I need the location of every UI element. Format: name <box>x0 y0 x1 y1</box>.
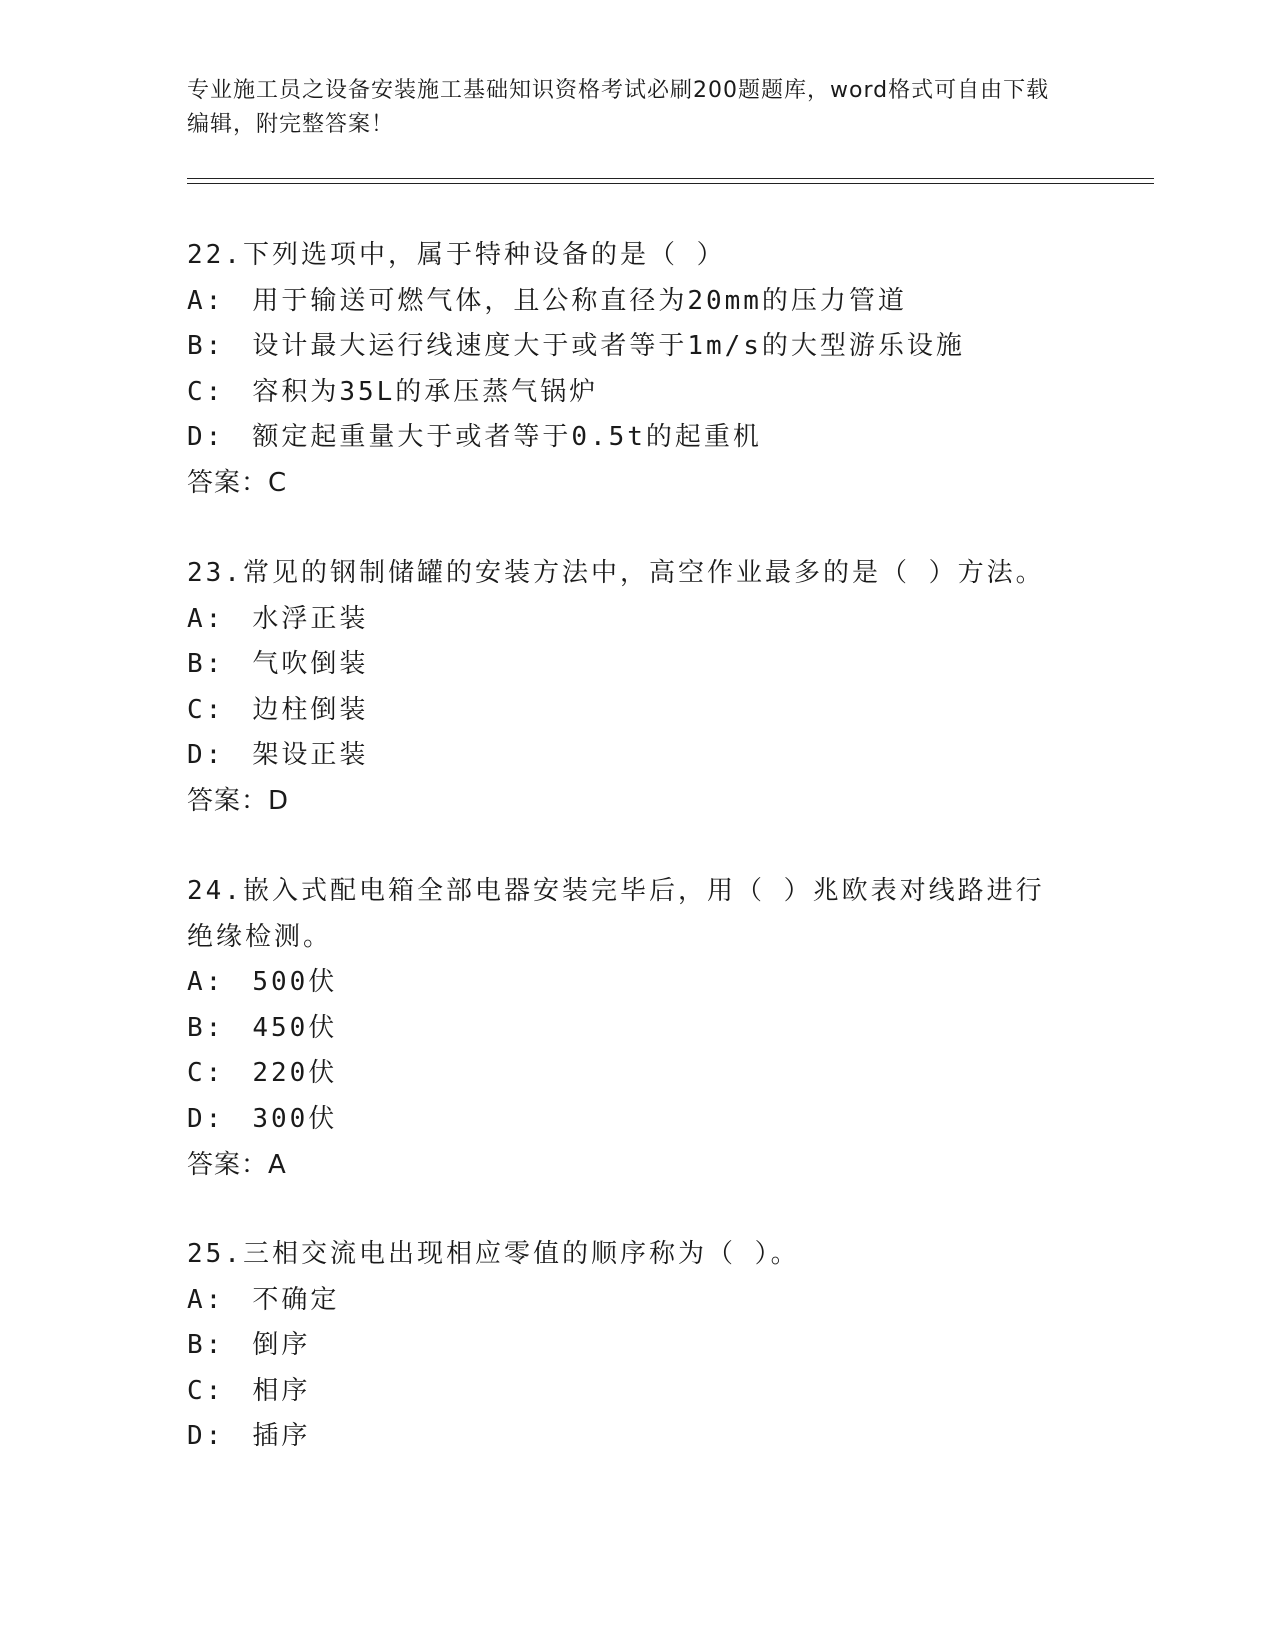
question-number: 22. <box>187 240 243 270</box>
answer-value: D <box>268 785 290 816</box>
answer-label: 答案： <box>187 785 269 816</box>
answer-value: A <box>268 1149 287 1180</box>
question-stem <box>187 1232 1087 1278</box>
option-a <box>187 597 1087 643</box>
question-number: 23. <box>187 558 243 588</box>
option-text: 不确定 <box>252 1284 340 1315</box>
option-text: 用于输送可燃气体，且公称直径为20mm的压力管道 <box>252 285 907 316</box>
option-text: 450伏 <box>252 1012 338 1043</box>
option-text: 边柱倒装 <box>252 694 369 725</box>
option-key: C: <box>187 694 225 725</box>
option-text: 水浮正装 <box>252 603 369 634</box>
option-c <box>187 370 1087 416</box>
option-b <box>187 1323 1087 1369</box>
option-b <box>187 1006 1087 1052</box>
question-text: 下列选项中，属于特种设备的是（ ） <box>242 240 726 270</box>
question-stem <box>187 233 1087 279</box>
option-key: B: <box>187 331 225 362</box>
option-d <box>187 415 1087 461</box>
option-c <box>187 688 1087 734</box>
header-rule-top <box>187 178 1154 179</box>
question-text: 三相交流电出现相应零值的顺序称为（ ）。 <box>242 1239 800 1269</box>
option-text: 相序 <box>252 1375 311 1406</box>
option-c <box>187 1051 1087 1097</box>
header-rule-bottom <box>187 183 1154 184</box>
option-key: D: <box>187 422 225 453</box>
answer <box>187 1143 1087 1189</box>
option-key: D: <box>187 1103 225 1134</box>
option-d <box>187 1097 1087 1143</box>
answer <box>187 779 1087 825</box>
answer <box>187 461 1087 507</box>
option-text: 额定起重量大于或者等于0.5t的起重机 <box>252 422 762 453</box>
option-a <box>187 960 1087 1006</box>
option-key: C: <box>187 376 225 407</box>
option-d <box>187 1414 1087 1460</box>
answer-label: 答案： <box>187 467 269 498</box>
option-key: C: <box>187 1058 225 1089</box>
option-key: B: <box>187 1012 225 1043</box>
option-text: 架设正装 <box>252 740 369 771</box>
option-text: 倒序 <box>252 1330 311 1361</box>
option-text: 插序 <box>252 1421 311 1452</box>
option-key: B: <box>187 1330 225 1361</box>
option-key: A: <box>187 1284 225 1315</box>
option-text: 500伏 <box>252 967 338 998</box>
option-key: D: <box>187 740 225 771</box>
option-d <box>187 733 1087 779</box>
option-key: A: <box>187 967 225 998</box>
option-text: 设计最大运行线速度大于或者等于1m/s的大型游乐设施 <box>252 331 965 362</box>
question-stem <box>187 869 1087 960</box>
option-key: C: <box>187 1375 225 1406</box>
question-24 <box>187 869 1087 1188</box>
question-number: 25. <box>187 1239 243 1269</box>
option-text: 300伏 <box>252 1103 338 1134</box>
option-a <box>187 1278 1087 1324</box>
question-text: 常见的钢制储罐的安装方法中，高空作业最多的是（ ）方法。 <box>242 558 1045 588</box>
option-text: 容积为35L的承压蒸气锅炉 <box>252 376 599 407</box>
option-b <box>187 324 1087 370</box>
option-b <box>187 642 1087 688</box>
question-stem <box>187 551 1087 597</box>
option-key: B: <box>187 649 225 680</box>
option-text: 气吹倒装 <box>252 649 369 680</box>
answer-label: 答案： <box>187 1149 269 1180</box>
question-22 <box>187 233 1087 507</box>
header-title: 专业施工员之设备安装施工基础知识资格考试必刷200题题库，word格式可自由下载编辑，附完整答案！ <box>187 78 1050 137</box>
option-a <box>187 279 1087 325</box>
question-25 <box>187 1232 1087 1460</box>
option-text: 220伏 <box>252 1058 338 1089</box>
answer-value: C <box>268 467 288 498</box>
option-c <box>187 1369 1087 1415</box>
option-key: A: <box>187 285 225 316</box>
question-23 <box>187 551 1087 825</box>
question-number: 24. <box>187 876 243 906</box>
question-text: 嵌入式配电箱全部电器安装完毕后，用（ ）兆欧表对线路进行绝缘检测。 <box>187 876 1045 952</box>
document-header <box>187 74 1067 142</box>
option-key: D: <box>187 1421 225 1452</box>
option-key: A: <box>187 603 225 634</box>
